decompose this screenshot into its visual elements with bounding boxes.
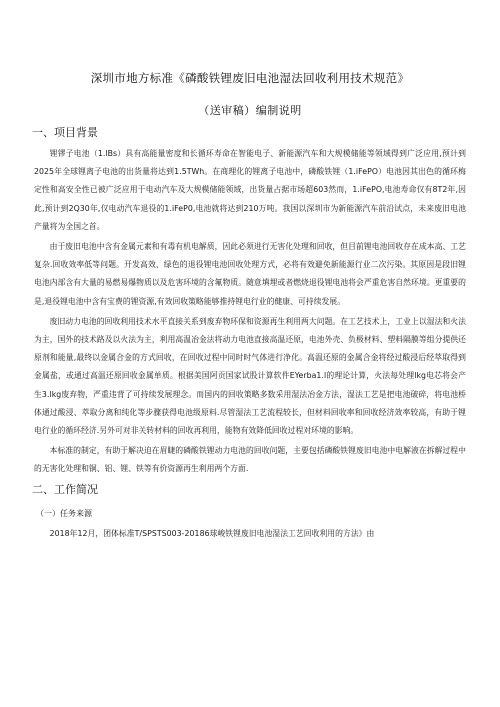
paragraph-background-4: 本标准的制定，有助于解决迫在眉睫的磷酸铁锂动力电池的回收问题，主要包括磷酸铁锂废旧电池中电解液在拆解过程中的无害化处理和铜、铝、锂、铁等有价资源再生利用两个方面. [34, 446, 466, 474]
paragraph-background-2: 由于废旧电池中含有金属元素和有毒有机电解质，因此必须进行无害化处理和回收，但目前锂电池回收存在成本高、工艺复杂.回收效率低等问题。开发高效、绿色的退役锂电池回收处理方式，必将有效避免新能源行业二次污染。其原因是段旧锂电池内部含有大量的易燃易爆物质以及危害环境的含氟物质。随意填埋或者燃烧退役锂电池将会严重危害自然环境。更重要的是,退役锂电池中含有宝费的锂资源,有效回收策略能够推持锂电行业的健康、可持续发展。 [34, 242, 466, 306]
subsection-heading-task-source: （一）任务来源 [36, 508, 92, 518]
paragraph-background-1: 锂镠子电池（1.lBs）具有高能量密度和长循环寿命在智能电子、新能源汽车和大规模储能等领域得到广泛应用,预计到2025年全球锂离子电池的出货量将达到1.5TWh。在商理化的锂离子电池中，磷酸铁锂（1.iFePO）电池因其出色的循环梅定性和高安全性已被广泛应用于电动汽车及大规模储能领域，出货量占据市场超603然而，1.iFePO,电池寿命仅有8T2年,因此,预计到2Q30年,仅电动汽车退役的1.iFeP0,电池就将达到210万吨。我国以深圳市为新能源汽车前沿试点，未来废旧电池产量将为全国之首。 [34, 149, 466, 231]
section-heading-background: 一、项目背景 [32, 126, 98, 139]
document-subtitle: （送审稿）编制说明 [198, 104, 302, 117]
document-title: 深圳市地方标准《磷酸铁锂废旧电池湿法回收利用技术规范》 [90, 71, 410, 85]
document-body [34, 124, 466, 545]
paragraph-task-source-1: 2018年12月，团体标准T/SPSTS003-20186球峻铁锂废旧电池湿法工艺回收利用的方法》由 [49, 528, 375, 538]
section-heading-work-summary: 二、工作简况 [32, 482, 98, 496]
paragraph-background-3: 废旧动力电池的回收利用技术水平直接关系到废弃物环保和资源再生利用两大问题。在工艺技术上，工业上以湿法和火法为主，国外的技术路及以火法为主，利用高温冶金法将动力电池直接高温还原，电池外壳、负极材料、塑料隔膜等组分提供还原剂和能量,最终以金属合金的方式回收，在回收过程中同时时气体进行净化。高温还原的金属合金将经过酸浸后经萃取得到金属盐，或通过高温还原回收金属单质。根据美国阿贡国家试股计算软件EYerba1.l的理论计算，火法每处理lkg电芯将会产生3.lkg废弃物，严重违背了可持续发展理念。而国内的回收策略多数采用湿法冶金方法，湿法工艺是把电池破碎，将电池桥体通过酸浸、萃取分离和纯化等步骤获得电池级原料.尽管湿法工艺流程较长，但材料回收率和回收经济效率较高，有助于锂电行业的循环经济.另外可对非关转材料的回收再利用，能物有效降低回收过程对环境的影响。 [34, 316, 466, 436]
